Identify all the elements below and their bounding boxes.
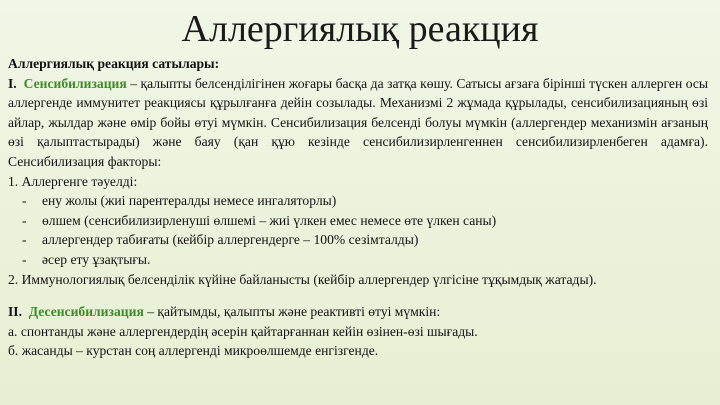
section-1-term: Сенсибилизация bbox=[23, 75, 127, 91]
list-item-text: өлшем (сенсибилизирленуші өлшемі – жиі үлкен емес немесе өте үлкен саны) bbox=[42, 212, 497, 228]
section-2-numeral: II. bbox=[8, 304, 22, 320]
list-item-text: әсер ету ұзақтығы. bbox=[42, 251, 151, 267]
list-item bbox=[8, 250, 708, 270]
section-1-item-1: 1. Аллергенге тәуелді: bbox=[8, 173, 138, 189]
section-1-item-2: 2. Иммунологиялық белсенділік күйіне байланысты (кейбір аллергендер үлгісіне тұқымдық жатады). bbox=[8, 271, 597, 287]
subheading: Аллергиялық реакция сатылары: bbox=[8, 56, 220, 71]
section-2-term: Десенсибилизация bbox=[28, 304, 144, 320]
list-item-text: ену жолы (жиі парентералды немесе ингаляторлы) bbox=[42, 193, 337, 209]
section-1-text: – қалыпты белсенділігінен жоғары басқа да затқа көшу. Сатысы ағзаға бірінші түскен аллерген осы аллергенде иммунитет реакциясы құрылғанға дейін созылады. Механизмі 2 жұмада құрылады, сенсибилизацияның өзі айлар, жылдар және өмір бойы өтуі мүмкін. Сенсибилизация белсенді болуы мүмкін (аллергендер механизмін ағзаның өзі қалыптастырады) және баяу (қан құю кезінде сенсибилизирленгеннен сенсибилизирленбеген адамға). Сенсибилизация факторы: bbox=[8, 75, 709, 169]
dash-list bbox=[8, 191, 708, 269]
dash-marker: - bbox=[22, 212, 27, 228]
section-2-paragraph bbox=[8, 302, 708, 322]
slide-content bbox=[8, 54, 708, 361]
section-1-numeral: I. bbox=[8, 75, 17, 91]
dash-marker: - bbox=[22, 232, 27, 248]
section-1-paragraph bbox=[8, 74, 708, 172]
section-2-text: – қайтымды, қалыпты және реактивті өтуі мүмкін: bbox=[143, 304, 441, 320]
list-item bbox=[8, 211, 708, 231]
list-item bbox=[8, 191, 708, 211]
dash-marker: - bbox=[22, 251, 27, 267]
dash-marker: - bbox=[22, 193, 27, 209]
section-2-item-b: б. жасанды – курстан соң аллергенді микроөлшемде енгізгенде. bbox=[8, 343, 379, 359]
slide-title: Аллергиялық реакция bbox=[181, 8, 539, 50]
list-item-text: аллергендер табиғаты (кейбір аллергендерге – 100% сезімталды) bbox=[42, 232, 419, 248]
section-2-item-a: а. спонтанды және аллергендердің әсерін қайтарғаннан кейін өзінен-өзі шығады. bbox=[8, 323, 478, 339]
list-item bbox=[8, 230, 708, 250]
spacer bbox=[8, 289, 708, 302]
